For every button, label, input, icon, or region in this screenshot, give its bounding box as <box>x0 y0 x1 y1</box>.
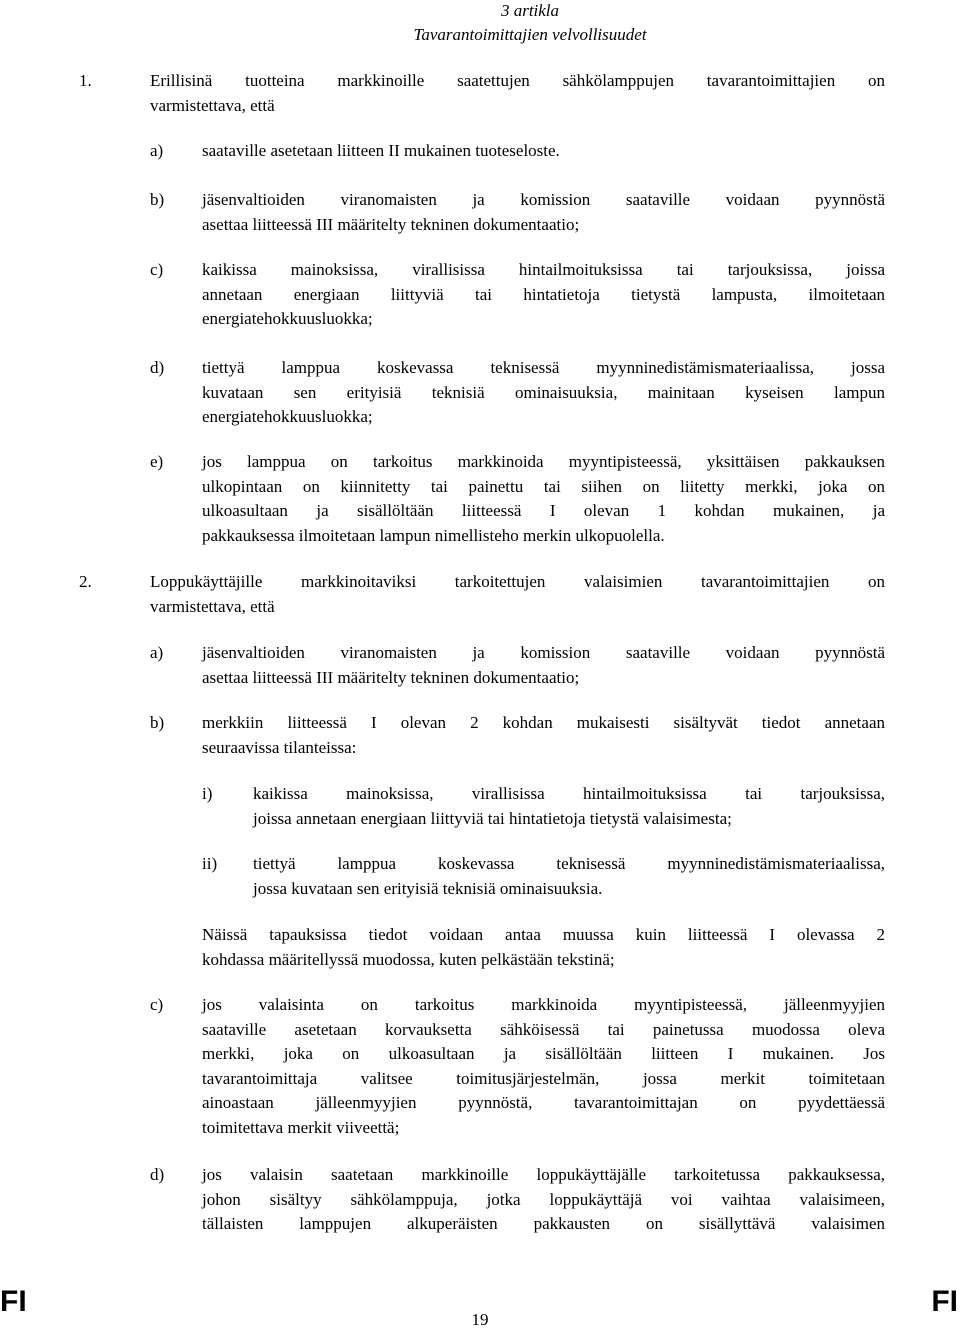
item-text: jäsenvaltioiden viranomaisten ja komission saataville voidaan pyynnöstä asettaa liitteessä III määritelty tekninen dokumentaatio; <box>202 190 885 234</box>
note-paragraph: Näissä tapauksissa tiedot voidaan antaa muussa kuin liitteessä I olevassa 2 kohdassa määritellyssä muodossa, kuten pelkästään tekstinä; <box>202 925 885 969</box>
item-label: c) <box>150 260 164 279</box>
item-text: saataville asetetaan liitteen II mukainen tuoteseloste. <box>202 141 560 160</box>
item-label: b) <box>150 190 165 209</box>
item-text: tiettyä lamppua koskevassa teknisessä myynninedistämismateriaalissa, jossa kuvataan sen erityisiä teknisiä ominaisuuksia, mainitaan kyseisen lampun energiatehokkuusluokka; <box>202 358 885 426</box>
item-label: d) <box>150 1165 165 1184</box>
item-label: c) <box>150 995 164 1014</box>
item-label: b) <box>150 713 165 732</box>
item-label: a) <box>150 643 164 662</box>
item-text: kaikissa mainoksissa, virallisissa hintailmoituksissa tai tarjouksissa, joissa annetaan energiaan liittyviä tai hintatietoja tietystä lampusta, ilmoitetaan energiatehokkuusluokka; <box>202 260 885 328</box>
footer-language-code-right: FI <box>931 1285 958 1318</box>
item-label: e) <box>150 452 164 471</box>
subitem-label: ii) <box>202 854 218 873</box>
item-text: merkkiin liitteessä I olevan 2 kohdan mukaisesti sisältyvät tiedot annetaan seuraavissa tilanteissa: <box>202 713 885 757</box>
subitem-label: i) <box>202 784 213 803</box>
footer-language-code-left: FI <box>0 1285 27 1318</box>
section-number: 2. <box>79 572 92 591</box>
item-text: jos valaisin saatetaan markkinoille loppukäyttäjälle tarkoitetussa pakkauksessa, johon sisältyy sähkölamppuja, jotka loppukäyttäjä voi vaihtaa valaisimeen, tällaisten lamppujen alkuperäisten pakkausten on sisällyttävä valaisimen <box>202 1165 885 1233</box>
item-text: jäsenvaltioiden viranomaisten ja komission saataville voidaan pyynnöstä asettaa liitteessä III määritelty tekninen dokumentaatio; <box>202 643 885 687</box>
item-label: d) <box>150 358 165 377</box>
subitem-text: tiettyä lamppua koskevassa teknisessä myynninedistämismateriaalissa, jossa kuvataan sen erityisiä teknisiä ominaisuuksia. <box>253 854 885 898</box>
article-title: Tavarantoimittajien velvollisuudet <box>413 25 647 44</box>
article-number: 3 artikla <box>500 1 560 20</box>
subitem-text: kaikissa mainoksissa, virallisissa hintailmoituksissa tai tarjouksissa, joissa annetaan energiaan liittyviä tai hintatietoja tietystä valaisimesta; <box>253 784 885 828</box>
section-intro: Loppukäyttäjille markkinoitaviksi tarkoitettujen valaisimien tavarantoimittajien on varmistettava, että <box>150 572 885 616</box>
item-text: jos valaisinta on tarkoitus markkinoida myyntipisteessä, jälleenmyyjien saataville asetetaan korvauksetta sähköisessä tai painetussa muodossa oleva merkki, joka on ulkoasultaan ja sisällöltään liitteen I mukainen. Jos tavarantoimittaja valitsee toimitusjärjestelmän, jossa merkit toimitetaan ainoastaan jälleenmyyjien pyynnöstä, tavarantoimittajan on pyydettäessä toimitettava merkit viiveettä; <box>202 995 885 1137</box>
section-intro: Erillisinä tuotteina markkinoille saatettujen sähkölamppujen tavarantoimittajien on varmistettava, että <box>150 71 885 115</box>
page-number: 19 <box>471 1310 489 1329</box>
section-number: 1. <box>79 71 92 90</box>
item-text: jos lamppua on tarkoitus markkinoida myyntipisteessä, yksittäisen pakkauksen ulkopintaan on kiinnitetty tai painettu tai siihen on liitetty merkki, joka on ulkoasultaan ja sisällöltään liitteessä I olevan 1 kohdan mukainen, ja pakkauksessa ilmoitetaan lampun nimellisteho merkin ulkopuolella. <box>202 452 885 545</box>
item-label: a) <box>150 141 164 160</box>
